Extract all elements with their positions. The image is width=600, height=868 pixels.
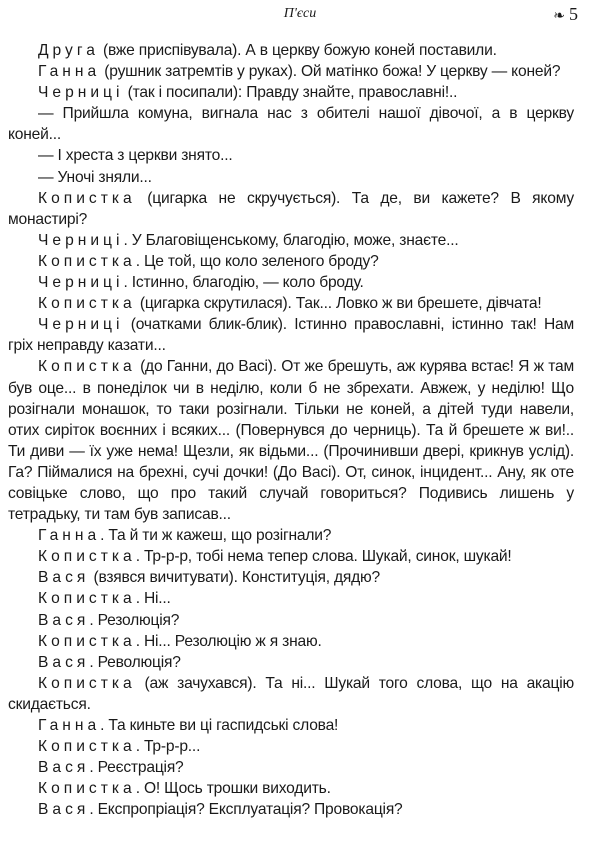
- speaker-name: Копистка: [38, 295, 136, 313]
- page-number-block: [553, 4, 578, 25]
- dialogue-text: . Це той, що коло зеленого броду?: [135, 252, 379, 270]
- dialogue-paragraph: [8, 631, 574, 652]
- dialogue-paragraph: [8, 293, 574, 314]
- dialogue-text: . Істинно, благодію, — коло броду.: [123, 274, 364, 292]
- ornament-icon: ❧: [553, 9, 565, 24]
- speaker-name: Копистка: [38, 632, 136, 650]
- speaker-name: Ганна: [38, 527, 101, 545]
- speaker-name: Копистка: [38, 780, 136, 798]
- dialogue-paragraph: [8, 167, 574, 188]
- dialogue-text: . Та киньте ви ці гаспидські слова!: [100, 717, 339, 734]
- speaker-name: Друга: [38, 42, 99, 59]
- dialogue-text: . Реєстрація?: [89, 759, 184, 777]
- dialogue-paragraph: [8, 673, 574, 715]
- speaker-name: Копистка: [38, 590, 136, 608]
- speaker-name: Черниці: [38, 274, 124, 292]
- speaker-name: Черниці: [38, 316, 124, 334]
- speaker-name: Копистка: [38, 674, 136, 692]
- dialogue-paragraph: [8, 588, 574, 609]
- dialogue-paragraph: [8, 757, 574, 778]
- speaker-name: Черниці: [38, 231, 124, 249]
- dialogue-text: (до Ганни, до Васі). От же брешуть, аж курява встає! Я ж там був оце... в понеділок чи в неділю, коли б не збрехати. Авжеж, у неділю! Що розігнали монашок, то таки розігнали. Тільки не коней, а дітей туди навели, отих сиріток воєнних і всяких... (Повернувся до черниць). Та й брешете ж ви!.. Ти диви — їх уже нема! Щезли, як відьми... (Прочинивши двері, крикнув услід). Га? Піймалися на брехні, сучі дочки! (До Васі). От, синок, інцидент... Ану, як оте совіцьке слово, що про такий случай говориться? Подивись лишень у тетрадьку, ти там був записав...: [8, 358, 574, 524]
- page-header: [0, 4, 600, 28]
- dialogue-paragraph: [8, 82, 574, 103]
- dialogue-paragraph: [8, 251, 574, 272]
- speaker-name: Вася: [38, 801, 90, 819]
- running-title: П'єси: [283, 6, 317, 21]
- dialogue-text: . Тр-р-р...: [135, 738, 201, 756]
- speaker-name: Копистка: [38, 548, 136, 566]
- dialogue-text: (аж зачухався). Та ні... Шукай того слова, що на акацію скидається.: [8, 674, 574, 713]
- dialogue-paragraph: [8, 736, 574, 757]
- speaker-name: Копистка: [38, 358, 136, 376]
- dialogue-text: (очатками блик-блик). Істинно православні, істинно так! Нам гріх неправду казати...: [8, 316, 574, 355]
- dialogue-paragraph: [8, 188, 574, 230]
- speaker-name: Копистка: [38, 189, 136, 207]
- dialogue-text: (так і посипали): Правду знайте, православні!..: [123, 84, 458, 102]
- dialogue-paragraph: [8, 314, 574, 356]
- dialogue-text: (рушник затремтів у руках). Ой матінко божа! У церкву — коней?: [100, 63, 561, 81]
- dialogue-text: . Ні...: [135, 590, 171, 608]
- dialogue-paragraph: [8, 778, 574, 799]
- dialogue-text: . Ні... Резолюцію ж я знаю.: [135, 632, 322, 650]
- dialogue-paragraph: [8, 715, 574, 736]
- dialogue-paragraph: [8, 40, 574, 61]
- dialogue-text: . О! Щось трошки виходить.: [135, 780, 331, 798]
- dialogue-text: . Резолюція?: [89, 611, 180, 629]
- speaker-name: Вася: [38, 611, 90, 629]
- dialogue-text: (вже приспівувала). А в церкву божую коней поставили.: [98, 42, 497, 59]
- dialogue-paragraph: [8, 356, 574, 525]
- dialogue-text: . Та й ти ж кажеш, що розігнали?: [100, 527, 332, 545]
- dialogue-text: — Прийшла комуна, вигнала нас з обителі нашої дівочої, а в церкву коней...: [8, 105, 574, 144]
- dialogue-text: (взявся вичитувати). Конституція, дядю?: [89, 569, 380, 587]
- dialogue-text: . Революція?: [89, 653, 181, 671]
- play-text: [8, 40, 574, 820]
- dialogue-text: . Експропріація? Експлуатація? Провокація?: [89, 801, 403, 819]
- dialogue-paragraph: [8, 652, 574, 673]
- dialogue-text: — Уночі зняли...: [38, 168, 152, 186]
- page-number: 5: [569, 4, 578, 24]
- speaker-name: Копистка: [38, 252, 136, 270]
- dialogue-text: . У Благовіщенському, благодію, може, знаєте...: [123, 231, 459, 249]
- speaker-name: Черниці: [38, 84, 124, 102]
- speaker-name: Копистка: [38, 738, 136, 756]
- dialogue-paragraph: [8, 145, 574, 166]
- dialogue-text: . Тр-р-р, тобі нема тепер слова. Шукай, синок, шукай!: [135, 548, 512, 566]
- speaker-name: Вася: [38, 759, 90, 777]
- dialogue-paragraph: [8, 610, 574, 631]
- dialogue-text: — І хреста з церкви знято...: [38, 147, 233, 165]
- speaker-name: Ганна: [38, 63, 101, 81]
- dialogue-paragraph: [8, 230, 574, 251]
- dialogue-paragraph: [8, 103, 574, 145]
- dialogue-paragraph: [8, 272, 574, 293]
- dialogue-text: (цигарка скрутилася). Так... Ловко ж ви брешете, дівчата!: [135, 295, 542, 313]
- speaker-name: Вася: [38, 569, 90, 587]
- speaker-name: Ганна: [38, 717, 101, 734]
- dialogue-paragraph: [8, 567, 574, 588]
- dialogue-paragraph: [8, 546, 574, 567]
- dialogue-paragraph: [8, 61, 574, 82]
- dialogue-text: (цигарка не скручується). Та де, ви кажете? В якому монастирі?: [8, 189, 574, 228]
- speaker-name: Вася: [38, 653, 90, 671]
- dialogue-paragraph: [8, 799, 574, 820]
- dialogue-paragraph: [8, 525, 574, 546]
